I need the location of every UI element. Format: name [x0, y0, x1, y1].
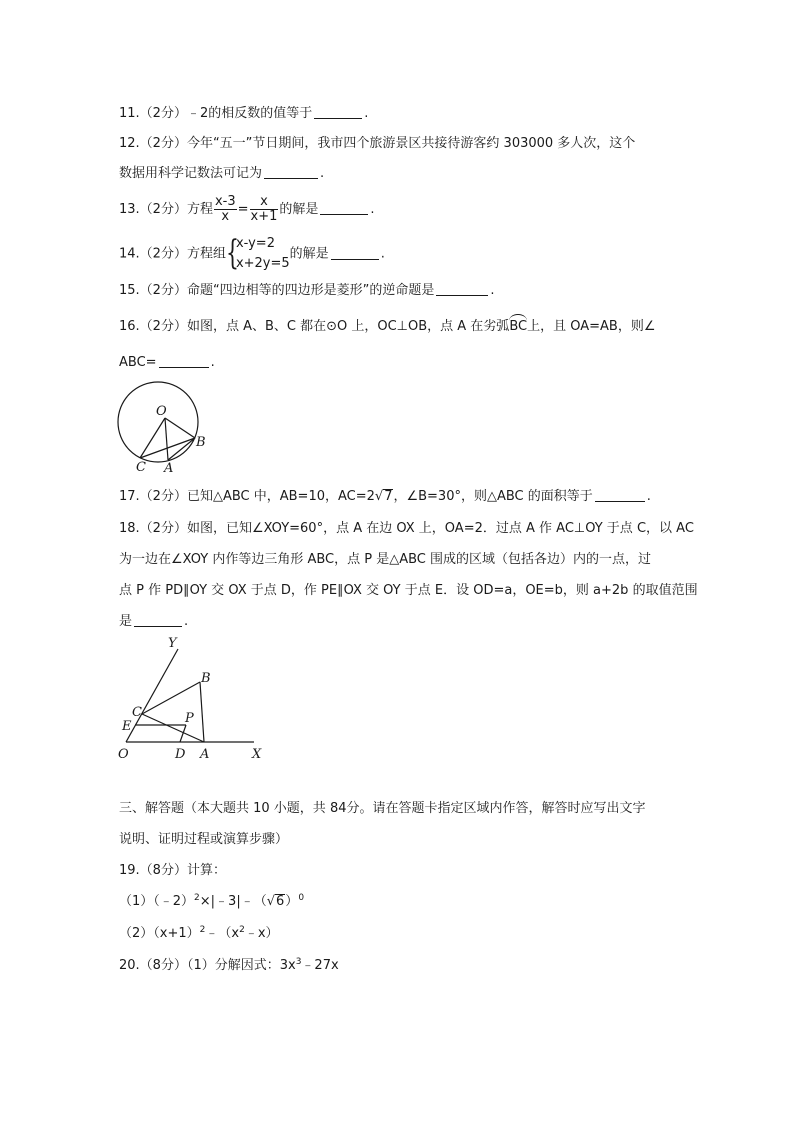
- q11-text: 11.（2分）﹣2的相反数的值等于: [119, 106, 313, 121]
- circle-o: [118, 382, 198, 462]
- segment-ab: [168, 438, 195, 460]
- answer-blank: [436, 282, 488, 296]
- question-20: 20.（8分）（1）分解因式：$3x^3﹣27x$: [119, 957, 339, 973]
- question-19-part-2: $(2)(x+1)^2﹣(x^2﹣x)$: [119, 925, 279, 941]
- segment-oa: [165, 418, 168, 460]
- question-12-line-2: 数据用科学记数法可记为 .: [119, 166, 325, 181]
- question-14: 14.（2分）方程组 { x-y=2 x+2y=5 的解是 .: [119, 233, 385, 273]
- question-16-line-1: 16.（2分）如图，点 A、B、C 都在⊙O 上，OC⊥OB，点 A 在劣弧BC上，且 OA=AB，则∠: [119, 319, 656, 334]
- section-3-heading-line-1: 三、解答题（本大题共 10 小题，共 84分。请在答题卡指定区域内作答，解答时应写出文字: [119, 801, 646, 816]
- label-o: O: [156, 404, 167, 419]
- answer-blank: [159, 354, 209, 368]
- question-19-head: 19.（8分）计算：: [119, 863, 226, 878]
- figure-16-circle-diagram: [112, 378, 212, 478]
- label-o: O: [118, 747, 129, 762]
- label-c: C: [132, 705, 142, 720]
- question-18-line-1: 18.（2分）如图，已知∠XOY=60°，点 A 在边 OX 上，OA=2．过点 A 作 AC⊥OY 于点 C，以 AC: [119, 521, 694, 536]
- question-13: 13.（2分）方程 $\frac{x-3}{x}$ = $\frac{x}{x+1}$ 的解是 .: [119, 194, 375, 224]
- label-b: B: [196, 435, 206, 450]
- segment-ca: [142, 714, 204, 742]
- answer-blank: [320, 201, 368, 215]
- section-3-heading-line-2: 说明、证明过程或演算步骤）: [119, 832, 289, 847]
- segment-ob: [165, 418, 195, 438]
- answer-blank: [331, 246, 379, 260]
- question-15: 15.（2分）命题“四边相等的四边形是菱形”的逆命题是 .: [119, 283, 495, 298]
- figure-18-angle-diagram: [112, 632, 272, 762]
- arc-bc: BC: [509, 319, 528, 334]
- answer-blank: [314, 105, 362, 119]
- fraction: $\frac{x-3}{x}$: [214, 194, 236, 224]
- ray-oy: [126, 649, 178, 742]
- label-a: A: [164, 461, 174, 476]
- label-y: Y: [168, 636, 177, 651]
- sqrt-symbol: √: [374, 489, 384, 504]
- question-12-line-1: 12.（2分）今年“五一”节日期间，我市四个旅游景区共接待游客约 303000 多人次，这个: [119, 136, 636, 151]
- sqrt-symbol: √: [266, 894, 276, 909]
- equation-system: { x-y=2 x+2y=5: [225, 233, 290, 273]
- label-p: P: [185, 711, 194, 726]
- fraction: $\frac{x}{x+1}$: [250, 194, 278, 224]
- question-19-part-1: $(1)(﹣2)^2\times|﹣3|﹣(√6)^0$: [119, 893, 305, 909]
- label-d: D: [175, 747, 186, 762]
- segment-oc: [140, 418, 165, 458]
- answer-blank: [595, 488, 645, 502]
- label-c: C: [136, 460, 146, 475]
- label-a: A: [200, 747, 210, 762]
- label-x: X: [252, 747, 262, 762]
- label-b: B: [201, 671, 211, 686]
- answer-blank: [264, 165, 318, 179]
- answer-blank: [134, 613, 182, 627]
- question-16-line-2: ABC= .: [119, 355, 215, 370]
- question-18-line-3: 点 P 作 PD∥OY 交 OX 于点 D，作 PE∥OX 交 OY 于点 E．设 OD=a，OE=b，则 a+2b 的取值范围: [119, 583, 698, 598]
- question-18-line-2: 为一边在∠XOY 内作等边三角形 ABC，点 P 是△ABC 围成的区域（包括各边）内的一点，过: [119, 552, 652, 567]
- question-11: 11.（2分）﹣2的相反数的值等于 .: [119, 106, 369, 121]
- segment-ba: [200, 682, 204, 742]
- question-18-line-4: 是 .: [119, 614, 189, 629]
- label-e: E: [122, 719, 132, 734]
- question-17: 17.（2分）已知△ABC 中，AB=10，AC=2√7，∠B=30°，则△ABC 的面积等于 .: [119, 489, 651, 504]
